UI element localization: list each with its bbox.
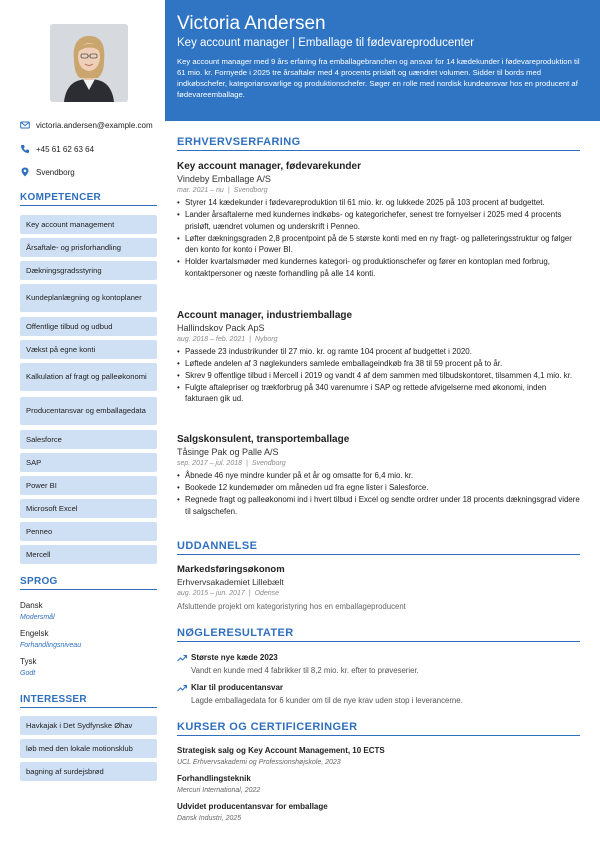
job-period: mar. 2021 – nu (177, 187, 224, 194)
skill-chip: Power BI (20, 476, 157, 495)
job-company: Hallindskov Pack ApS (177, 323, 265, 333)
avatar (50, 24, 128, 102)
profile-summary: Key account manager med 9 års erfaring fra emballagebranchen og ansvar for 14 kædekunder i fødevareproduktion til 61 mio. kr. Fornyede i 2025 tre årsaftaler med 4 procents prisløft og uændret volumen. Sidder til bords med indkøbschefer, kategoriansvarlige og produktionschefer. Søger en rolle med nordisk kundeansvar hos en producent af fødevareemballage. (177, 56, 580, 100)
list-item: • Løftede andelen af 3 nøglekunders samlede emballageindkøb fra 38 til 59 procent på to år. (177, 358, 581, 370)
location-icon (20, 167, 30, 177)
experience-title: ERHVERVSERFARING (177, 136, 580, 151)
location-text: Svendborg (36, 167, 75, 177)
skill-chip: Vækst på egne konti (20, 340, 157, 359)
list-item: • Lander årsaftalerne med kundernes indkøbs- og kategorichefer, senest tre fornyelser i 2025 med 4 procents prisløft, uændret volumen og underskrift i Penneo. (177, 209, 581, 233)
skill-chip: Microsoft Excel (20, 499, 157, 518)
skill-chip: Kalkulation af fragt og palleøkonomi (20, 363, 157, 391)
contact-phone[interactable] (20, 144, 165, 154)
job-location: Nyborg (254, 336, 278, 343)
course-meta: Mercuri International, 2022 (177, 787, 261, 794)
skills-title: KOMPETENCER (20, 192, 157, 206)
skill-chip: SAP (20, 453, 157, 472)
education-school: Erhvervsakademiet Lillebælt (177, 577, 284, 587)
education-description: Afsluttende projekt om kategoristyring hos en emballageproducent (177, 602, 406, 611)
interest-chip: bagning af surdejsbrød (20, 762, 157, 781)
list-item: • Passede 23 industrikunder til 27 mio. kr. og ramte 104 procent af budgettet i 2020. (177, 346, 581, 358)
profile-role: Key account manager | Emballage til fødevareproducenter (177, 36, 475, 49)
list-item: • Regnede fragt og palleøkonomi ind i hvert tilbud i Excel og sendte ordrer under 18 procents dækningsgrad videre til salgschefen. (177, 494, 581, 518)
skill-chip: Salesforce (20, 430, 157, 449)
course-title: Strategisk salg og Key Account Management, 10 ECTS (177, 746, 385, 755)
interest-chip: løb med den lokale motionsklub (20, 739, 157, 758)
job-location: Svendborg (251, 460, 286, 467)
course-title: Udvidet producentansvar for emballage (177, 802, 328, 811)
job-title: Key account manager, fødevarekunder (177, 161, 361, 172)
course-meta: Dansk Industri, 2025 (177, 815, 242, 822)
profile-header (165, 0, 600, 121)
education-location: Odense (254, 590, 280, 597)
result-title: Største nye kæde 2023 (191, 653, 278, 662)
profile-name: Victoria Andersen (177, 13, 326, 34)
education-degree: Markedsføringsøkonom (177, 564, 285, 575)
job-title: Salgskonsulent, transportemballage (177, 434, 350, 445)
skill-chip: Producentansvar og emballagedata (20, 397, 157, 425)
profile-photo (50, 24, 128, 102)
list-item: • Styrer 14 kædekunder i fødevareproduktion til 61 mio. kr. og lukkede 2025 på 103 procent af budgettet. (177, 197, 581, 209)
language-level: Forhandlingsniveau (20, 642, 82, 649)
result-title: Klar til producentansvar (191, 683, 284, 692)
results-title: NØGLERESULTATER (177, 627, 580, 642)
education-period: aug. 2015 – jun. 2017 (177, 590, 245, 597)
education-title: UDDANNELSE (177, 540, 580, 555)
skill-chip: Key account management (20, 215, 157, 234)
result-description: Lagde emballagedata for 6 kunder om til de nye krav uden stop i leverancerne. (191, 696, 463, 705)
job-bullets (177, 346, 581, 405)
list-item: • Åbnede 46 nye mindre kunder på et år og omsatte for 6,4 mio. kr. (177, 470, 581, 482)
language-name: Tysk (20, 657, 37, 666)
job-title: Account manager, industriemballage (177, 310, 353, 321)
main-content (165, 0, 600, 849)
list-item: • Løfter dækningsgraden 2,8 procentpoint på de 5 største konti med en ny fragt- og palleteringsstruktur og følger den konto for konto i Power BI. (177, 233, 581, 257)
list-item: • Bookede 12 kundemøder om måneden ud fra egne lister i Salesforce. (177, 482, 581, 494)
skill-chip: Mercell (20, 545, 157, 564)
skill-chip: Offentlige tilbud og udbud (20, 317, 157, 336)
list-item: • Skrev 9 offentlige tilbud i Mercell i 2019 og vandt 4 af dem sammen med tilbudskontoret, tilsammen 4,1 mio. kr. (177, 370, 581, 382)
sidebar (0, 0, 165, 849)
trend-up-icon (177, 684, 187, 692)
list-item: • Fulgte aftalepriser og trækforbrug på 340 varenumre i SAP og rettede afvigelserne med økonomi, inden fakturaen gik ud. (177, 382, 581, 406)
contact-email[interactable] (20, 120, 165, 130)
language-level: Modersmål (20, 614, 55, 621)
courses-title: KURSER OG CERTIFICERINGER (177, 721, 580, 736)
course-meta: UCL Erhvervsakademi og Professionshøjskole, 2023 (177, 759, 341, 766)
job-meta: sep. 2017 – jul. 2018 | Svendborg (177, 460, 286, 467)
language-level: Godt (20, 670, 36, 677)
email-icon (20, 120, 30, 130)
phone-text: +45 61 62 63 64 (36, 144, 95, 154)
skill-chip: Penneo (20, 522, 157, 541)
phone-icon (20, 144, 30, 154)
skill-chip: Dækningsgradsstyring (20, 261, 157, 280)
interest-chip: Havkajak i Det Sydfynske Øhav (20, 716, 157, 735)
interests-title: INTERESSER (20, 694, 157, 708)
skill-chip: Kundeplanlægning og kontoplaner (20, 284, 157, 312)
email-text: victoria.andersen@example.com (36, 120, 153, 130)
job-company: Vindeby Emballage A/S (177, 174, 271, 184)
job-location: Svendborg (233, 187, 268, 194)
job-meta: mar. 2021 – nu | Svendborg (177, 187, 268, 194)
language-name: Engelsk (20, 629, 49, 638)
trend-up-icon (177, 654, 187, 662)
result-description: Vandt en kunde med 4 fabrikker til 8,2 mio. kr. efter to prøveserier. (191, 666, 419, 675)
job-bullets (177, 197, 581, 280)
contact-location (20, 167, 165, 177)
job-company: Tåsinge Pak og Palle A/S (177, 447, 279, 457)
language-name: Dansk (20, 601, 43, 610)
languages-title: SPROG (20, 576, 157, 590)
job-period: aug. 2018 – feb. 2021 (177, 336, 246, 343)
skill-chip: Årsaftale- og prisforhandling (20, 238, 157, 257)
job-period: sep. 2017 – jul. 2018 (177, 460, 242, 467)
job-bullets (177, 470, 581, 517)
course-title: Forhandlingsteknik (177, 774, 251, 783)
job-meta: aug. 2018 – feb. 2021 | Nyborg (177, 336, 278, 343)
education-meta: aug. 2015 – jun. 2017 | Odense (177, 590, 280, 597)
list-item: • Holder kvartalsmøder med kundernes kategori- og produktionschefer og fører en kontoplan med forbrug, kontaktpersoner og næste forhandling på alle 14 konti. (177, 256, 581, 280)
